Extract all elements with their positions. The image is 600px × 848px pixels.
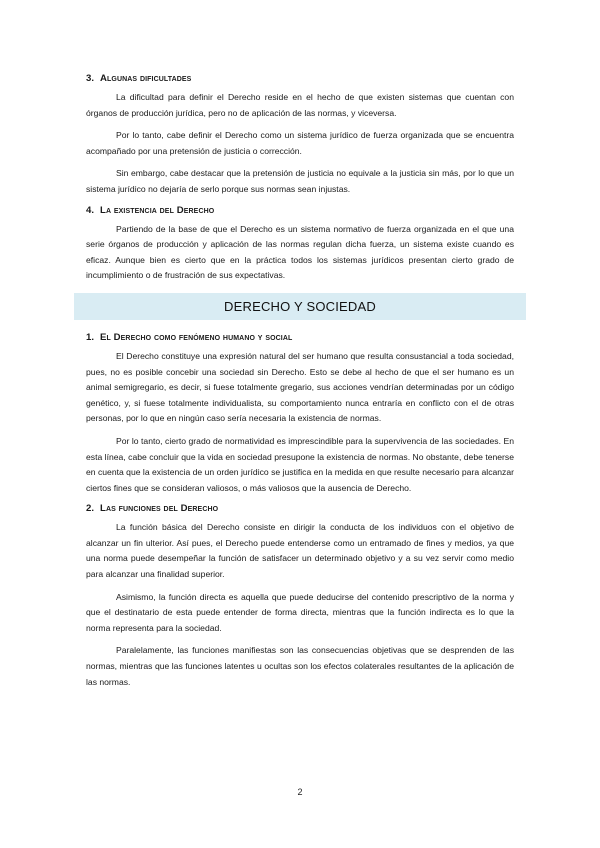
- section-heading-fenomeno-humano-social: [86, 332, 514, 343]
- section-title: Algunas dificultades: [100, 73, 192, 84]
- chapter-banner: DERECHO Y SOCIEDAD: [74, 293, 526, 320]
- section-number: 3.: [86, 73, 95, 84]
- paragraph: Por lo tanto, cierto grado de normatividad es imprescindible para la supervivencia de las sociedades. En esta línea, cabe concluir que la vida en sociedad presupone la existencia de normas. No obstante, debe tenerse en cuenta que la existencia de un orden jurídico se justifica en la medida en que resulte necesario para alcanzar ciertos fines que se consideran valiosos, o más valiosos que la ausencia de Derecho.: [86, 435, 514, 493]
- paragraph: El Derecho constituye una expresión natural del ser humano que resulta consustancial a toda sociedad, pues, no es posible concebir una sociedad sin Derecho. Esto se debe al hecho de que el ser humano es un animal semigregario, es decir, si fuese totalmente gregario, sus acciones vendrían determinadas por un código genético, y, si fuese totalmente individualista, su comportamiento nunca entraría en conflicto con el de otras personas, por lo que en ningún caso sería necesaria la existencia de normas.: [86, 350, 514, 424]
- section-number: 4.: [86, 204, 95, 216]
- section-heading-la-existencia-del-derecho: [86, 205, 514, 216]
- section-number: 1.: [86, 331, 95, 343]
- paragraph: La dificultad para definir el Derecho reside en el hecho de que existen sistemas que cuentan con órganos de producción jurídica, pero no de aplicación de las normas, y viceversa.: [86, 92, 514, 118]
- paragraph: La función básica del Derecho consiste en dirigir la conducta de los individuos con el objetivo de alcanzar un fin ulterior. Así pues, el Derecho puede entenderse como un entramado de fines y medios, ya que una norma puede desempeñar la función de satisfacer un determinado objetivo y a su vez servir como medio para alcanzar una finalidad superior.: [86, 522, 514, 580]
- page-number: 2: [297, 787, 303, 797]
- section-title: Las funciones del Derecho: [100, 503, 219, 515]
- paragraph: Asimismo, la función directa es aquella que puede deducirse del contenido prescriptivo de la norma y que el destinatario de esta puede entender de forma directa, mientras que la función indirecta es lo que la norma representa para la sociedad.: [86, 591, 514, 633]
- paragraph: Por lo tanto, cabe definir el Derecho como un sistema jurídico de fuerza organizada que se encuentra acompañado por una pretensión de justicia o corrección.: [86, 130, 514, 156]
- section-number: 2.: [86, 503, 95, 515]
- paragraph: Partiendo de la base de que el Derecho es un sistema normativo de fuerza organizada en el que una serie órganos de producción y aplicación de las normas regulan dicha fuerza, un sistema existe cuando es eficaz. Aunque bien es cierto que en la práctica todos los sistemas jurídicos presentan cierto grado de incumplimiento o de frustración de sus expectativas.: [86, 223, 514, 281]
- paragraph: Sin embargo, cabe destacar que la pretensión de justicia no equivale a la justicia sin más, por lo que un sistema jurídico no dejaría de serlo porque sus normas sean injustas.: [86, 168, 514, 194]
- section-heading-funciones-del-derecho: [86, 503, 514, 514]
- page-content: [86, 73, 514, 697]
- paragraph: Paralelamente, las funciones manifiestas son las consecuencias objetivas que se desprenden de las normas, mientras que las funciones latentes u ocultas son los efectos colaterales resultantes de la aplicación de las normas.: [86, 645, 514, 687]
- section-title: El Derecho como fenómeno humano y social: [100, 331, 293, 343]
- section-title: La existencia del Derecho: [100, 204, 215, 216]
- section-heading-algunas-dificultades: [86, 73, 514, 84]
